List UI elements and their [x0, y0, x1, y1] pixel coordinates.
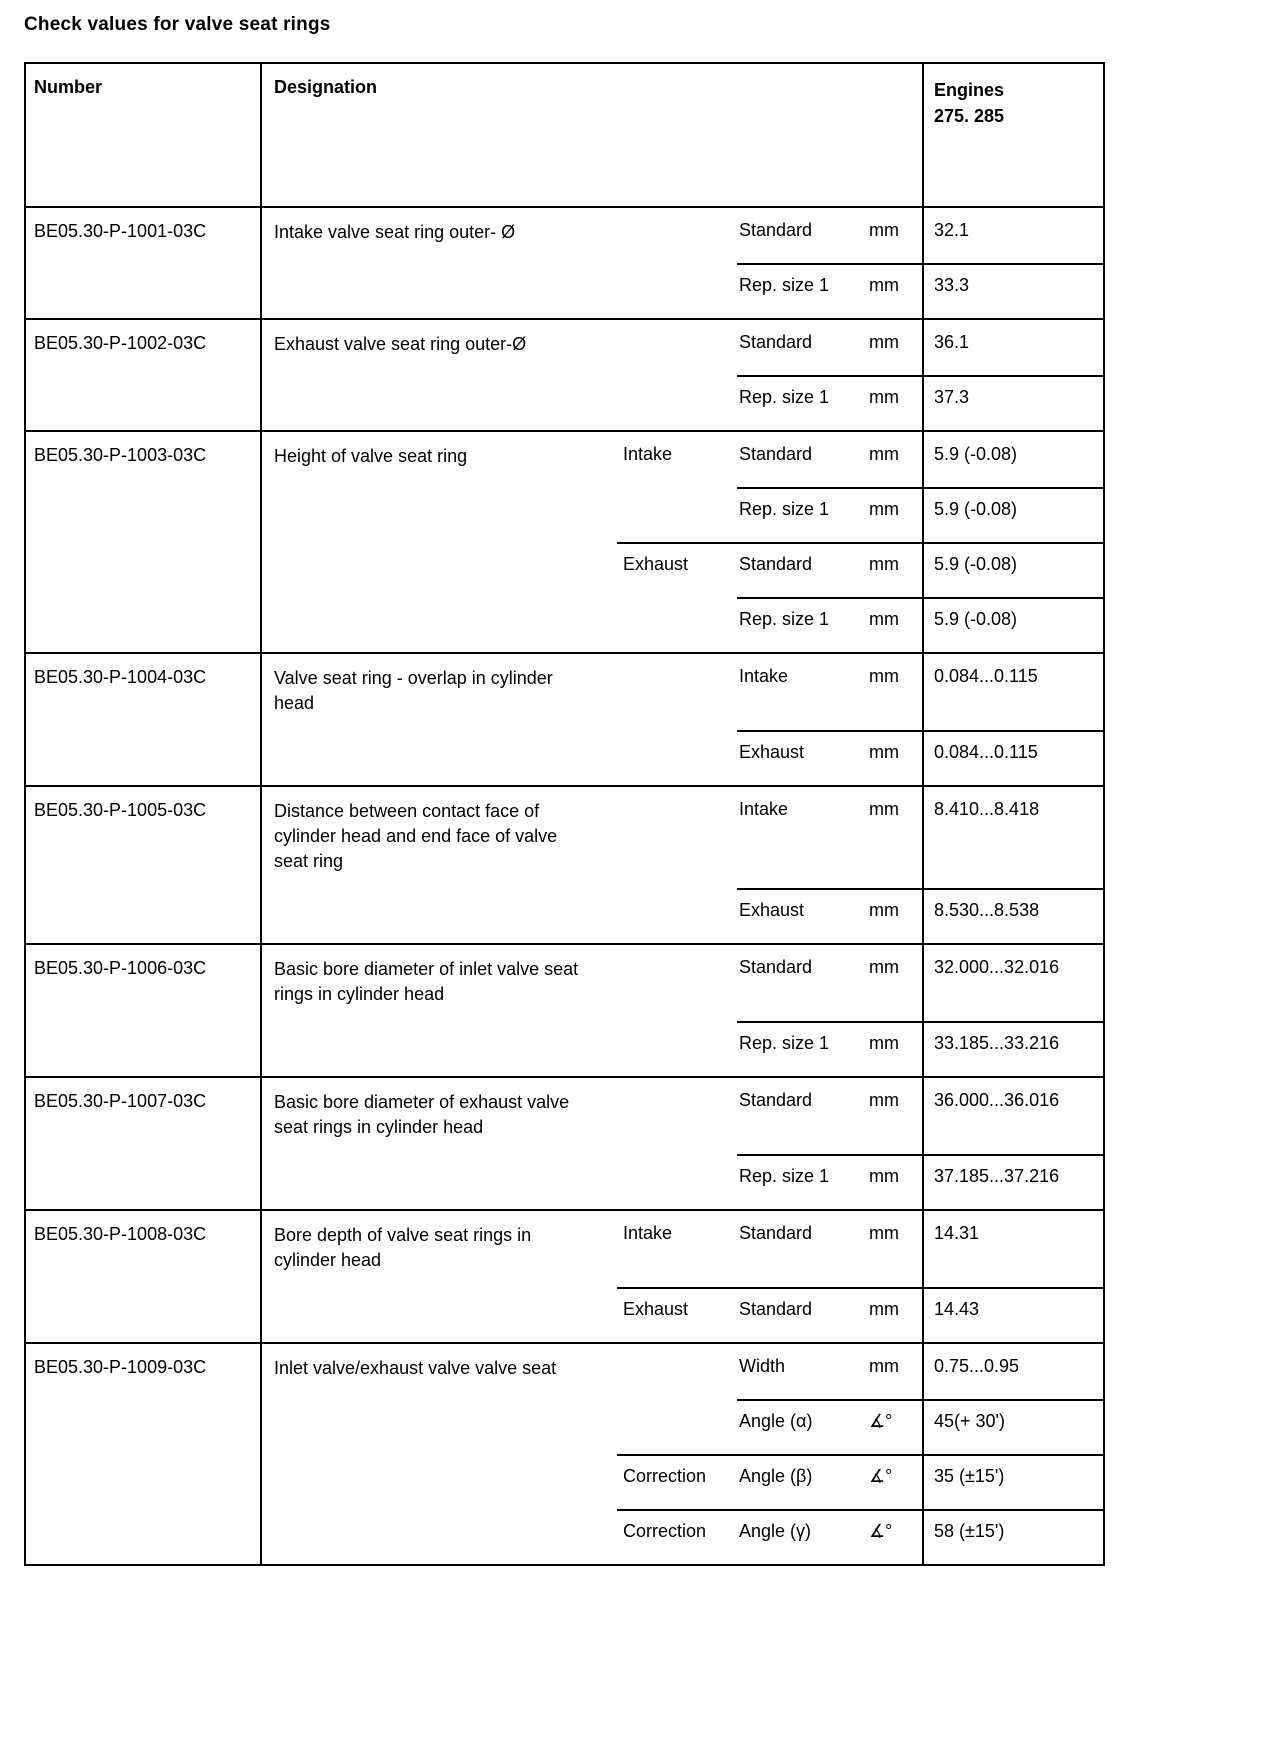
- row-number: BE05.30-P-1007-03C: [26, 1078, 262, 1209]
- spec-value: 5.9 (-0.08): [922, 542, 1103, 597]
- spec-value: 37.185...37.216: [922, 1154, 1103, 1209]
- spec-qualifier: [617, 1021, 737, 1076]
- row-designation: [262, 1154, 617, 1209]
- spec-qualifier: [617, 375, 737, 430]
- row-designation: [262, 1454, 617, 1509]
- spec-unit: mm: [869, 220, 899, 240]
- spec-value: 0.084...0.115: [922, 654, 1103, 730]
- spec-qualifier: [617, 654, 737, 730]
- header-engines-line1: Engines: [934, 80, 1005, 100]
- spec-unit: mm: [869, 666, 899, 686]
- spec-qualifier: [617, 320, 737, 375]
- spec-value: 37.3: [922, 375, 1103, 430]
- spec-row: [262, 1211, 1103, 1287]
- table-body: [26, 208, 1103, 1564]
- spec-unit: ∡°: [869, 1411, 893, 1431]
- spec-value: 0.75...0.95: [922, 1344, 1103, 1399]
- spec-unit: mm: [869, 444, 899, 464]
- table-row: [26, 945, 1103, 1078]
- spec-value: 36.000...36.016: [922, 1078, 1103, 1154]
- spec-label: Exhaust: [739, 742, 805, 762]
- spec-unit: mm: [869, 742, 899, 762]
- spec-unit: mm: [869, 1090, 899, 1110]
- row-number: BE05.30-P-1002-03C: [26, 320, 262, 430]
- row-designation: Bore depth of valve seat rings in cylinder head: [274, 1225, 532, 1270]
- spec-row: [262, 654, 1103, 730]
- spec-row: [262, 542, 1103, 597]
- spec-qualifier: [617, 597, 737, 652]
- spec-row: [262, 1509, 1103, 1564]
- spec-row: [262, 1154, 1103, 1209]
- spec-row: [262, 320, 1103, 375]
- spec-qualifier: [617, 1078, 737, 1154]
- spec-row: [262, 787, 1103, 888]
- spec-label: Angle (γ): [739, 1521, 812, 1541]
- spec-unit: mm: [869, 554, 899, 574]
- row-designation: Exhaust valve seat ring outer-Ø: [274, 334, 527, 354]
- row-spec-list: [262, 1344, 1103, 1564]
- spec-label: Standard: [739, 1223, 813, 1243]
- spec-row: [262, 1021, 1103, 1076]
- spec-value: 0.084...0.115: [922, 730, 1103, 785]
- spec-qualifier: Exhaust: [623, 554, 689, 574]
- spec-label: Angle (β): [739, 1466, 813, 1486]
- spec-row: [262, 1078, 1103, 1154]
- spec-value: 14.31: [922, 1211, 1103, 1287]
- spec-value: 8.530...8.538: [922, 888, 1103, 943]
- table-row: [26, 432, 1103, 654]
- spec-unit: ∡°: [869, 1521, 893, 1541]
- spec-label: Standard: [739, 957, 813, 977]
- table-row: [26, 787, 1103, 945]
- spec-label: Width: [739, 1356, 786, 1376]
- spec-unit: mm: [869, 799, 899, 819]
- row-spec-list: [262, 1078, 1103, 1209]
- spec-label: Standard: [739, 554, 813, 574]
- row-designation: [262, 1399, 617, 1454]
- spec-row: [262, 487, 1103, 542]
- spec-label: Intake: [739, 799, 789, 819]
- spec-value: 35 (±15'): [922, 1454, 1103, 1509]
- spec-row: [262, 945, 1103, 1021]
- spec-unit: mm: [869, 1033, 899, 1053]
- header-engines-line2: 275. 285: [934, 106, 1005, 126]
- spec-value: 36.1: [922, 320, 1103, 375]
- spec-qualifier: [617, 263, 737, 318]
- spec-value: 32.1: [922, 208, 1103, 263]
- row-designation: [262, 597, 617, 652]
- spec-qualifier: [617, 888, 737, 943]
- row-designation: Valve seat ring - overlap in cylinder head: [274, 668, 553, 713]
- row-spec-list: [262, 1211, 1103, 1342]
- spec-label: Rep. size 1: [739, 609, 830, 629]
- row-designation: [262, 1509, 617, 1564]
- header-number: Number: [26, 64, 262, 206]
- table-row: [26, 1211, 1103, 1344]
- spec-qualifier: [617, 1344, 737, 1399]
- row-designation: [262, 542, 617, 597]
- spec-label: Intake: [739, 666, 789, 686]
- spec-value: 14.43: [922, 1287, 1103, 1342]
- row-designation: Basic bore diameter of inlet valve seat rings in cylinder head: [274, 959, 579, 1004]
- spec-qualifier: [617, 787, 737, 888]
- row-designation: [262, 730, 617, 785]
- spec-row: [262, 730, 1103, 785]
- spec-unit: ∡°: [869, 1466, 893, 1486]
- valve-seat-ring-table: [24, 62, 1105, 1566]
- spec-qualifier: Correction: [623, 1466, 707, 1486]
- row-number: BE05.30-P-1005-03C: [26, 787, 262, 943]
- table-row: [26, 1078, 1103, 1211]
- spec-value: 32.000...32.016: [922, 945, 1103, 1021]
- spec-label: Standard: [739, 332, 813, 352]
- spec-qualifier: Correction: [623, 1521, 707, 1541]
- spec-unit: mm: [869, 387, 899, 407]
- spec-unit: mm: [869, 1166, 899, 1186]
- row-number: BE05.30-P-1004-03C: [26, 654, 262, 785]
- spec-qualifier: [617, 945, 737, 1021]
- spec-label: Angle (α): [739, 1411, 813, 1431]
- spec-label: Rep. size 1: [739, 387, 830, 407]
- table-row: [26, 208, 1103, 320]
- table-row: [26, 320, 1103, 432]
- spec-qualifier: Exhaust: [623, 1299, 689, 1319]
- row-number: BE05.30-P-1001-03C: [26, 208, 262, 318]
- spec-qualifier: Intake: [623, 1223, 673, 1243]
- spec-value: 58 (±15'): [922, 1509, 1103, 1564]
- spec-label: Rep. size 1: [739, 1166, 830, 1186]
- row-number: BE05.30-P-1006-03C: [26, 945, 262, 1076]
- row-spec-list: [262, 320, 1103, 430]
- spec-value: 33.3: [922, 263, 1103, 318]
- table-row: [26, 1344, 1103, 1564]
- row-spec-list: [262, 208, 1103, 318]
- row-designation: [262, 263, 617, 318]
- spec-row: [262, 1454, 1103, 1509]
- page-title: Check values for valve seat rings: [24, 14, 331, 35]
- table-header: [26, 64, 1103, 208]
- spec-label: Standard: [739, 444, 813, 464]
- spec-row: [262, 888, 1103, 943]
- spec-qualifier: [617, 730, 737, 785]
- spec-value: 45(+ 30'): [922, 1399, 1103, 1454]
- spec-row: [262, 1344, 1103, 1399]
- spec-qualifier: [617, 1399, 737, 1454]
- spec-label: Rep. size 1: [739, 275, 830, 295]
- spec-unit: mm: [869, 609, 899, 629]
- spec-unit: mm: [869, 1356, 899, 1376]
- row-number: BE05.30-P-1008-03C: [26, 1211, 262, 1342]
- row-designation: Distance between contact face of cylinder head and end face of valve seat ring: [274, 801, 558, 871]
- row-designation: [262, 487, 617, 542]
- header-designation: Designation: [274, 77, 378, 97]
- row-designation: [262, 1021, 617, 1076]
- spec-row: [262, 432, 1103, 487]
- spec-unit: mm: [869, 1299, 899, 1319]
- row-spec-list: [262, 945, 1103, 1076]
- row-designation: Height of valve seat ring: [274, 446, 468, 466]
- row-designation: [262, 1287, 617, 1342]
- row-number: BE05.30-P-1009-03C: [26, 1344, 262, 1564]
- spec-value: 33.185...33.216: [922, 1021, 1103, 1076]
- spec-qualifier: Intake: [623, 444, 673, 464]
- spec-row: [262, 263, 1103, 318]
- row-designation: [262, 888, 617, 943]
- spec-row: [262, 375, 1103, 430]
- spec-unit: mm: [869, 1223, 899, 1243]
- spec-row: [262, 1399, 1103, 1454]
- spec-value: 5.9 (-0.08): [922, 432, 1103, 487]
- spec-row: [262, 208, 1103, 263]
- spec-unit: mm: [869, 499, 899, 519]
- spec-unit: mm: [869, 900, 899, 920]
- spec-qualifier: [617, 208, 737, 263]
- header-engines: [922, 64, 1103, 206]
- row-spec-list: [262, 654, 1103, 785]
- row-spec-list: [262, 787, 1103, 943]
- spec-row: [262, 1287, 1103, 1342]
- spec-value: 8.410...8.418: [922, 787, 1103, 888]
- spec-label: Standard: [739, 220, 813, 240]
- spec-qualifier: [617, 1154, 737, 1209]
- spec-qualifier: [617, 487, 737, 542]
- spec-value: 5.9 (-0.08): [922, 487, 1103, 542]
- row-designation: Inlet valve/exhaust valve valve seat: [274, 1358, 557, 1378]
- spec-label: Rep. size 1: [739, 1033, 830, 1053]
- row-number: BE05.30-P-1003-03C: [26, 432, 262, 652]
- row-designation: Intake valve seat ring outer- Ø: [274, 222, 516, 242]
- table-row: [26, 654, 1103, 787]
- spec-label: Standard: [739, 1299, 813, 1319]
- spec-label: Rep. size 1: [739, 499, 830, 519]
- row-designation: Basic bore diameter of exhaust valve seat rings in cylinder head: [274, 1092, 570, 1137]
- spec-unit: mm: [869, 332, 899, 352]
- row-designation: [262, 375, 617, 430]
- spec-label: Exhaust: [739, 900, 805, 920]
- spec-unit: mm: [869, 275, 899, 295]
- spec-row: [262, 597, 1103, 652]
- row-spec-list: [262, 432, 1103, 652]
- spec-value: 5.9 (-0.08): [922, 597, 1103, 652]
- spec-unit: mm: [869, 957, 899, 977]
- spec-label: Standard: [739, 1090, 813, 1110]
